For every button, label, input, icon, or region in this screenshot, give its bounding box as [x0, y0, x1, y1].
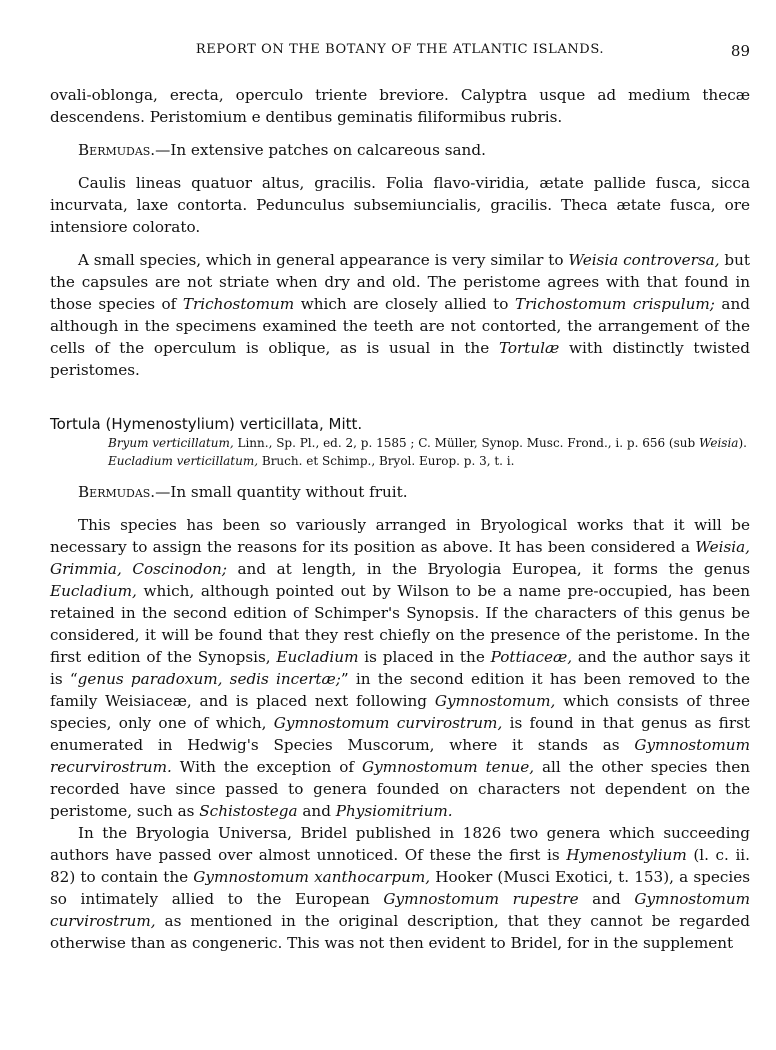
running-header	[50, 42, 750, 64]
paragraph-description-end: ovali-oblonga, erecta, operculo triente breviore. Calyptra usque ad medium thecæ descendens. Peristomium e dentibus geminatis filiformibus rubris.	[50, 86, 750, 126]
species-heading	[50, 413, 750, 435]
paragraph-classification-history: This species has been so variously arranged in Bryological works that it will be necessary to assign the reasons for its position as above. It has been considered a Weisia, Grimmia, Coscinodon; and at length, in the Bryologia Europea, it forms the genus Eucladium, which, although pointed out by Wilson to be a name pre-occupied, has been retained in the second edition of Schimper's Synopsis. If the characters of this genus be considered, it will be found that they rest chiefly on the presence of the peristome. In the first edition of the Synopsis, Eucladium is placed in the Pottiaceæ, and the author says it is “genus paradoxum, sedis incertæ;” in the second edition it has been removed to the family Weisiaceæ, and is placed next following Gymnostomum, which consists of three species, only one of which, Gymnostomum curvirostrum, is found in that genus as first enumerated in Hedwig's Species Muscorum, where it stands as Gymnostomum recurvirostrum. With the exception of Gymnostomum tenue, all the other species then recorded have since passed to genera founded on characters not dependent on the peristome, such as Schistostega and Physiomitrium.	[50, 516, 751, 820]
locality-label: Bermudas.	[78, 141, 156, 159]
synonym-entry: Eucladium verticillatum, Bruch. et Schimp., Bryol. Europ. p. 3, t. i.	[108, 453, 515, 468]
running-title: REPORT ON THE BOTANY OF THE ATLANTIC ISLANDS.	[195, 42, 605, 57]
locality-label: Bermudas.	[78, 483, 156, 501]
page-number: 89	[730, 42, 750, 60]
paragraph-locality: Bermudas.—In extensive patches on calcareous sand.	[78, 141, 486, 159]
body-text	[50, 84, 750, 954]
synonym-entry: Bryum verticillatum, Linn., Sp. Pl., ed. 2, p. 1585 ; C. Müller, Synop. Musc. Frond., i. p. 656 (sub Weisia).	[108, 436, 747, 450]
paragraph-latin-notes: Caulis lineas quatuor altus, gracilis. Folia flavo-viridia, ætate pallide fusca, sicca incurvata, laxe contorta. Pedunculus subsemiuncialis, gracilis. Theca ætate fusca, ore intensiore colorato.	[50, 174, 750, 236]
paragraph-remarks: A small species, which in general appearance is very similar to Weisia controversa, but the capsules are not striate when dry and old. The peristome agrees with that found in those species of Trichostomum which are closely allied to Trichostomum crispulum; and although in the specimens examined the teeth are not contorted, the arrangement of the cells of the operculum is oblique, as is usual in the Tortulæ with distinctly twisted peristomes.	[50, 251, 750, 379]
species-author: Mitt.	[323, 415, 363, 433]
paragraph-locality: Bermudas.—In small quantity without fruit.	[78, 483, 408, 501]
species-name: Tortula (Hymenostylium) verticillata,	[50, 415, 324, 433]
paragraph-bryologia-universa: In the Bryologia Universa, Bridel published in 1826 two genera which succeeding authors have passed over almost unnoticed. Of these the first is Hymenostylium (l. c. ii. 82) to contain the Gymnostomum xanthocarpum, Hooker (Musci Exotici, t. 153), a species so intimately allied to the European Gymnostomum rupestre and Gymnostomum curvirostrum, as mentioned in the original description, that they cannot be regarded otherwise than as congeneric. This was not then evident to Bridel, for in the supplement	[50, 824, 751, 952]
